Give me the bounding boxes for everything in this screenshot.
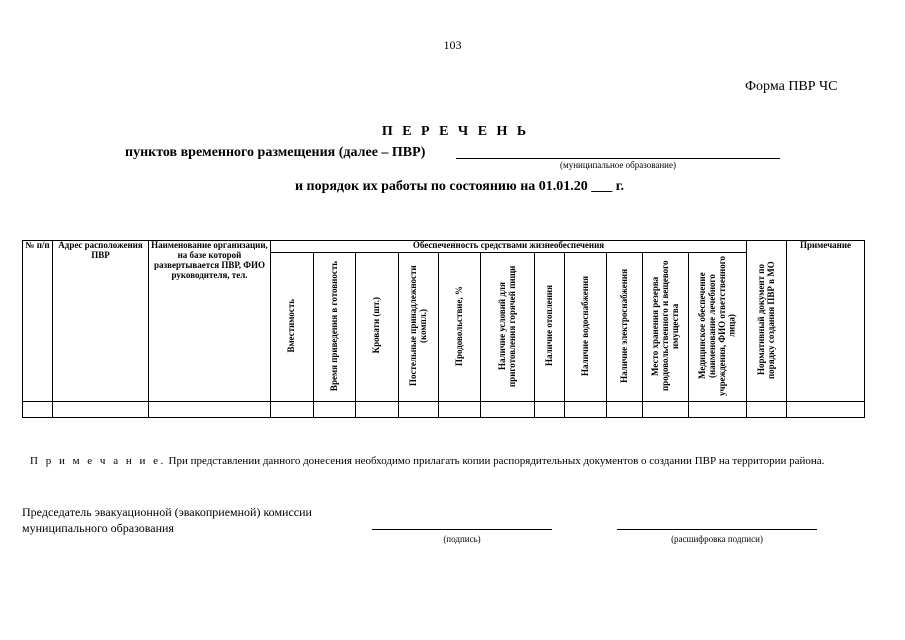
table-row: [23, 402, 865, 418]
table-cell[interactable]: [23, 402, 53, 418]
form-label: Форма ПВР ЧС: [745, 79, 838, 94]
table-cell[interactable]: [787, 402, 865, 418]
municipality-blank-line: [456, 158, 780, 159]
chairman-line-1: Председатель эвакуационной (эвакоприемной) комиссии: [22, 505, 312, 519]
header-number: № п/п: [23, 241, 53, 402]
table-cell[interactable]: [314, 402, 356, 418]
header-water-supply: Наличие водоснабжения: [565, 253, 607, 402]
header-organization: Наименование организации, на базе которой развертывается ПВР, ФИО руководителя, тел.: [149, 241, 271, 402]
table-cell[interactable]: [747, 402, 787, 418]
table-cell[interactable]: [53, 402, 149, 418]
table-cell[interactable]: [439, 402, 481, 418]
chairman-line-2: муниципального образования: [22, 521, 174, 535]
header-note: Примечание: [787, 241, 865, 402]
table-cell[interactable]: [607, 402, 643, 418]
signature-caption: (подпись): [443, 534, 481, 544]
order-line: и порядок их работы по состоянию на 01.01.20 ___ г.: [294, 179, 625, 194]
header-beds: Кровати (шт.): [356, 253, 399, 402]
document-subtitle: пунктов временного размещения (далее – ПВР): [125, 145, 426, 160]
table-cell[interactable]: [356, 402, 399, 418]
table-cell[interactable]: [565, 402, 607, 418]
header-hot-meals: Наличие условий для приготовления горячей пищи: [481, 253, 535, 402]
signature-decoding-caption: (расшифровка подписи): [671, 534, 763, 544]
header-address: Адрес расположения ПВР: [53, 241, 149, 402]
header-power-supply: Наличие электроснабжения: [607, 253, 643, 402]
pvr-table: [22, 240, 865, 418]
chairman-block: [22, 504, 312, 536]
header-provision-group: Обеспеченность средствами жизнеобеспечения: [271, 241, 747, 253]
table-cell[interactable]: [481, 402, 535, 418]
table-cell[interactable]: [149, 402, 271, 418]
page-number: 103: [443, 38, 462, 52]
table-cell[interactable]: [643, 402, 689, 418]
document-title: П Е Р Е Ч Е Н Ь: [381, 124, 530, 139]
header-food: Продовольствие, %: [439, 253, 481, 402]
signature-decoding-line[interactable]: [617, 529, 817, 530]
municipality-caption: (муниципальное образование): [560, 160, 676, 170]
table-header-row: [23, 241, 865, 253]
signature-line[interactable]: [372, 529, 552, 530]
header-bedding: Постельные принадлежности (компл.): [399, 253, 439, 402]
table-cell[interactable]: [271, 402, 314, 418]
header-heating: Наличие отопления: [535, 253, 565, 402]
header-medical-support: Медицинское обеспечение (наименование лечебного учреждения, ФИО ответственного лица): [689, 253, 747, 402]
note-label: П р и м е ч а н и е.: [30, 455, 166, 467]
table-cell[interactable]: [535, 402, 565, 418]
note-text: При представлении данного донесения необходимо прилагать копии распорядительных документов о создании ПВР на территории района.: [168, 455, 825, 467]
header-reserve-storage: Место хранения резерва продовольственного и вещевого имущества: [643, 253, 689, 402]
table-cell[interactable]: [399, 402, 439, 418]
header-normative-document: Нормативный документ по порядку создания ПВР в МО: [747, 241, 787, 402]
table-cell[interactable]: [689, 402, 747, 418]
header-readiness-time: Время приведения в готовность: [314, 253, 356, 402]
note: [30, 455, 824, 467]
header-capacity: Вместимость: [271, 253, 314, 402]
